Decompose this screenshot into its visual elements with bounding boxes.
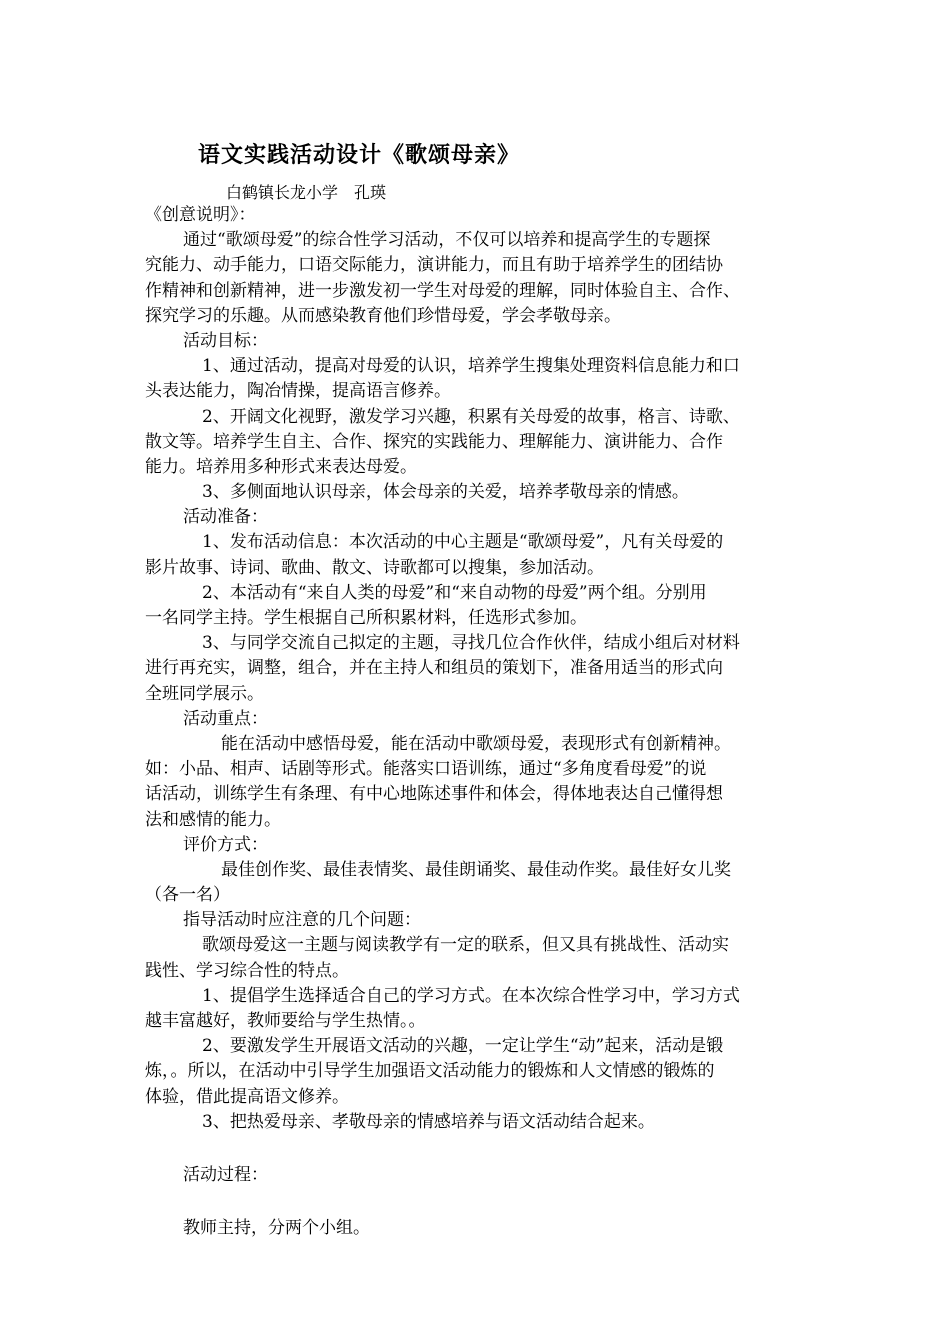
text-line: 能在活动中感悟母爱，能在活动中歌颂母爱，表现形式有创新精神。 — [221, 733, 731, 754]
text-line: （各一名） — [145, 885, 230, 906]
text-line: 能力。培养用多种形式来表达母爱。 — [145, 456, 417, 477]
text-line: 评价方式： — [183, 834, 268, 855]
text-line: 1、提倡学生选择适合自己的学习方式。在本次综合性学习中，学习方式 — [202, 985, 740, 1006]
text-line: 指导活动时应注意的几个问题： — [183, 910, 421, 931]
text-line: 如：小品、相声、话剧等形式。能落实口语训练，通过“多角度看母爱”的说 — [145, 759, 707, 780]
author-line: 白鹤镇长龙小学 孔瑛 — [226, 183, 387, 202]
text-line: 炼，。所以，在活动中引导学生加强语文活动能力的锻炼和人文情感的锻炼的 — [145, 1061, 715, 1082]
text-line: 话活动，训练学生有条理、有中心地陈述事件和体会，得体地表达自己懂得想 — [145, 784, 723, 805]
text-line: 全班同学展示。 — [145, 683, 264, 704]
text-line: 践性、学习综合性的特点。 — [145, 960, 349, 981]
text-line: 作精神和创新精神，进一步激发初一学生对母爱的理解，同时体验自主、合作、 — [145, 280, 740, 301]
text-line: 《创意说明》： — [145, 205, 256, 225]
text-line: 活动目标： — [183, 330, 268, 351]
text-line: 法和感情的能力。 — [145, 809, 281, 830]
text-line: 2、开阔文化视野，激发学习兴趣，积累有关母爱的故事，格言、诗歌、 — [202, 406, 740, 427]
text-line: 最佳创作奖、最佳表情奖、最佳朗诵奖、最佳动作奖。最佳好女儿奖 — [221, 859, 731, 880]
text-line: 歌颂母爱这一主题与阅读教学有一定的联系，但又具有挑战性、活动实 — [202, 935, 729, 956]
text-line: 通过“歌颂母爱”的综合性学习活动，不仅可以培养和提高学生的专题探 — [183, 230, 711, 251]
text-line: 2、本活动有“来自人类的母爱”和“来自动物的母爱”两个组。分别用 — [202, 582, 707, 603]
text-line: 3、把热爱母亲、孝敬母亲的情感培养与语文活动结合起来。 — [202, 1111, 655, 1132]
text-line: 活动准备： — [183, 507, 268, 528]
text-line: 头表达能力，陶冶情操，提高语言修养。 — [145, 381, 451, 402]
text-line: 3、与同学交流自己拟定的主题，寻找几位合作伙伴，结成小组后对材料 — [202, 633, 740, 654]
text-line: 教师主持，分两个小组。 — [183, 1218, 370, 1239]
document-body — [145, 203, 820, 1241]
text-line: 影片故事、诗词、歌曲、散文、诗歌都可以搜集，参加活动。 — [145, 557, 604, 578]
text-line: 活动重点： — [183, 708, 268, 729]
text-line: 1、通过活动，提高对母爱的认识，培养学生搜集处理资料信息能力和口 — [202, 356, 740, 377]
document-title: 语文实践活动设计《歌颂母亲》 — [198, 142, 521, 168]
text-line: 一名同学主持。学生根据自己所积累材料，任选形式参加。 — [145, 608, 587, 628]
blank-line — [145, 1135, 820, 1163]
text-line: 体验，借此提高语文修养。 — [145, 1086, 349, 1107]
text-line: 散文等。培养学生自主、合作、探究的实践能力、理解能力、演讲能力、合作 — [145, 431, 723, 452]
text-line: 2、要激发学生开展语文活动的兴趣，一定让学生“动”起来，活动是锻 — [202, 1036, 724, 1057]
text-line: 越丰富越好，教师要给与学生热情。。 — [145, 1011, 426, 1031]
text-line: 3、多侧面地认识母亲，体会母亲的关爱，培养孝敬母亲的情感。 — [202, 482, 689, 503]
text-line: 进行再充实，调整，组合，并在主持人和组员的策划下，准备用适当的形式向 — [145, 658, 723, 679]
text-line: 探究学习的乐趣。从而感染教育他们珍惜母爱，学会孝敬母亲。 — [145, 305, 621, 326]
blank-line — [145, 1188, 820, 1216]
text-line: 1、发布活动信息：本次活动的中心主题是“歌颂母爱”，凡有关母爱的 — [202, 532, 724, 553]
text-line: 究能力、动手能力，口语交际能力，演讲能力，而且有助于培养学生的团结协 — [145, 255, 723, 276]
text-line: 活动过程： — [183, 1164, 268, 1185]
